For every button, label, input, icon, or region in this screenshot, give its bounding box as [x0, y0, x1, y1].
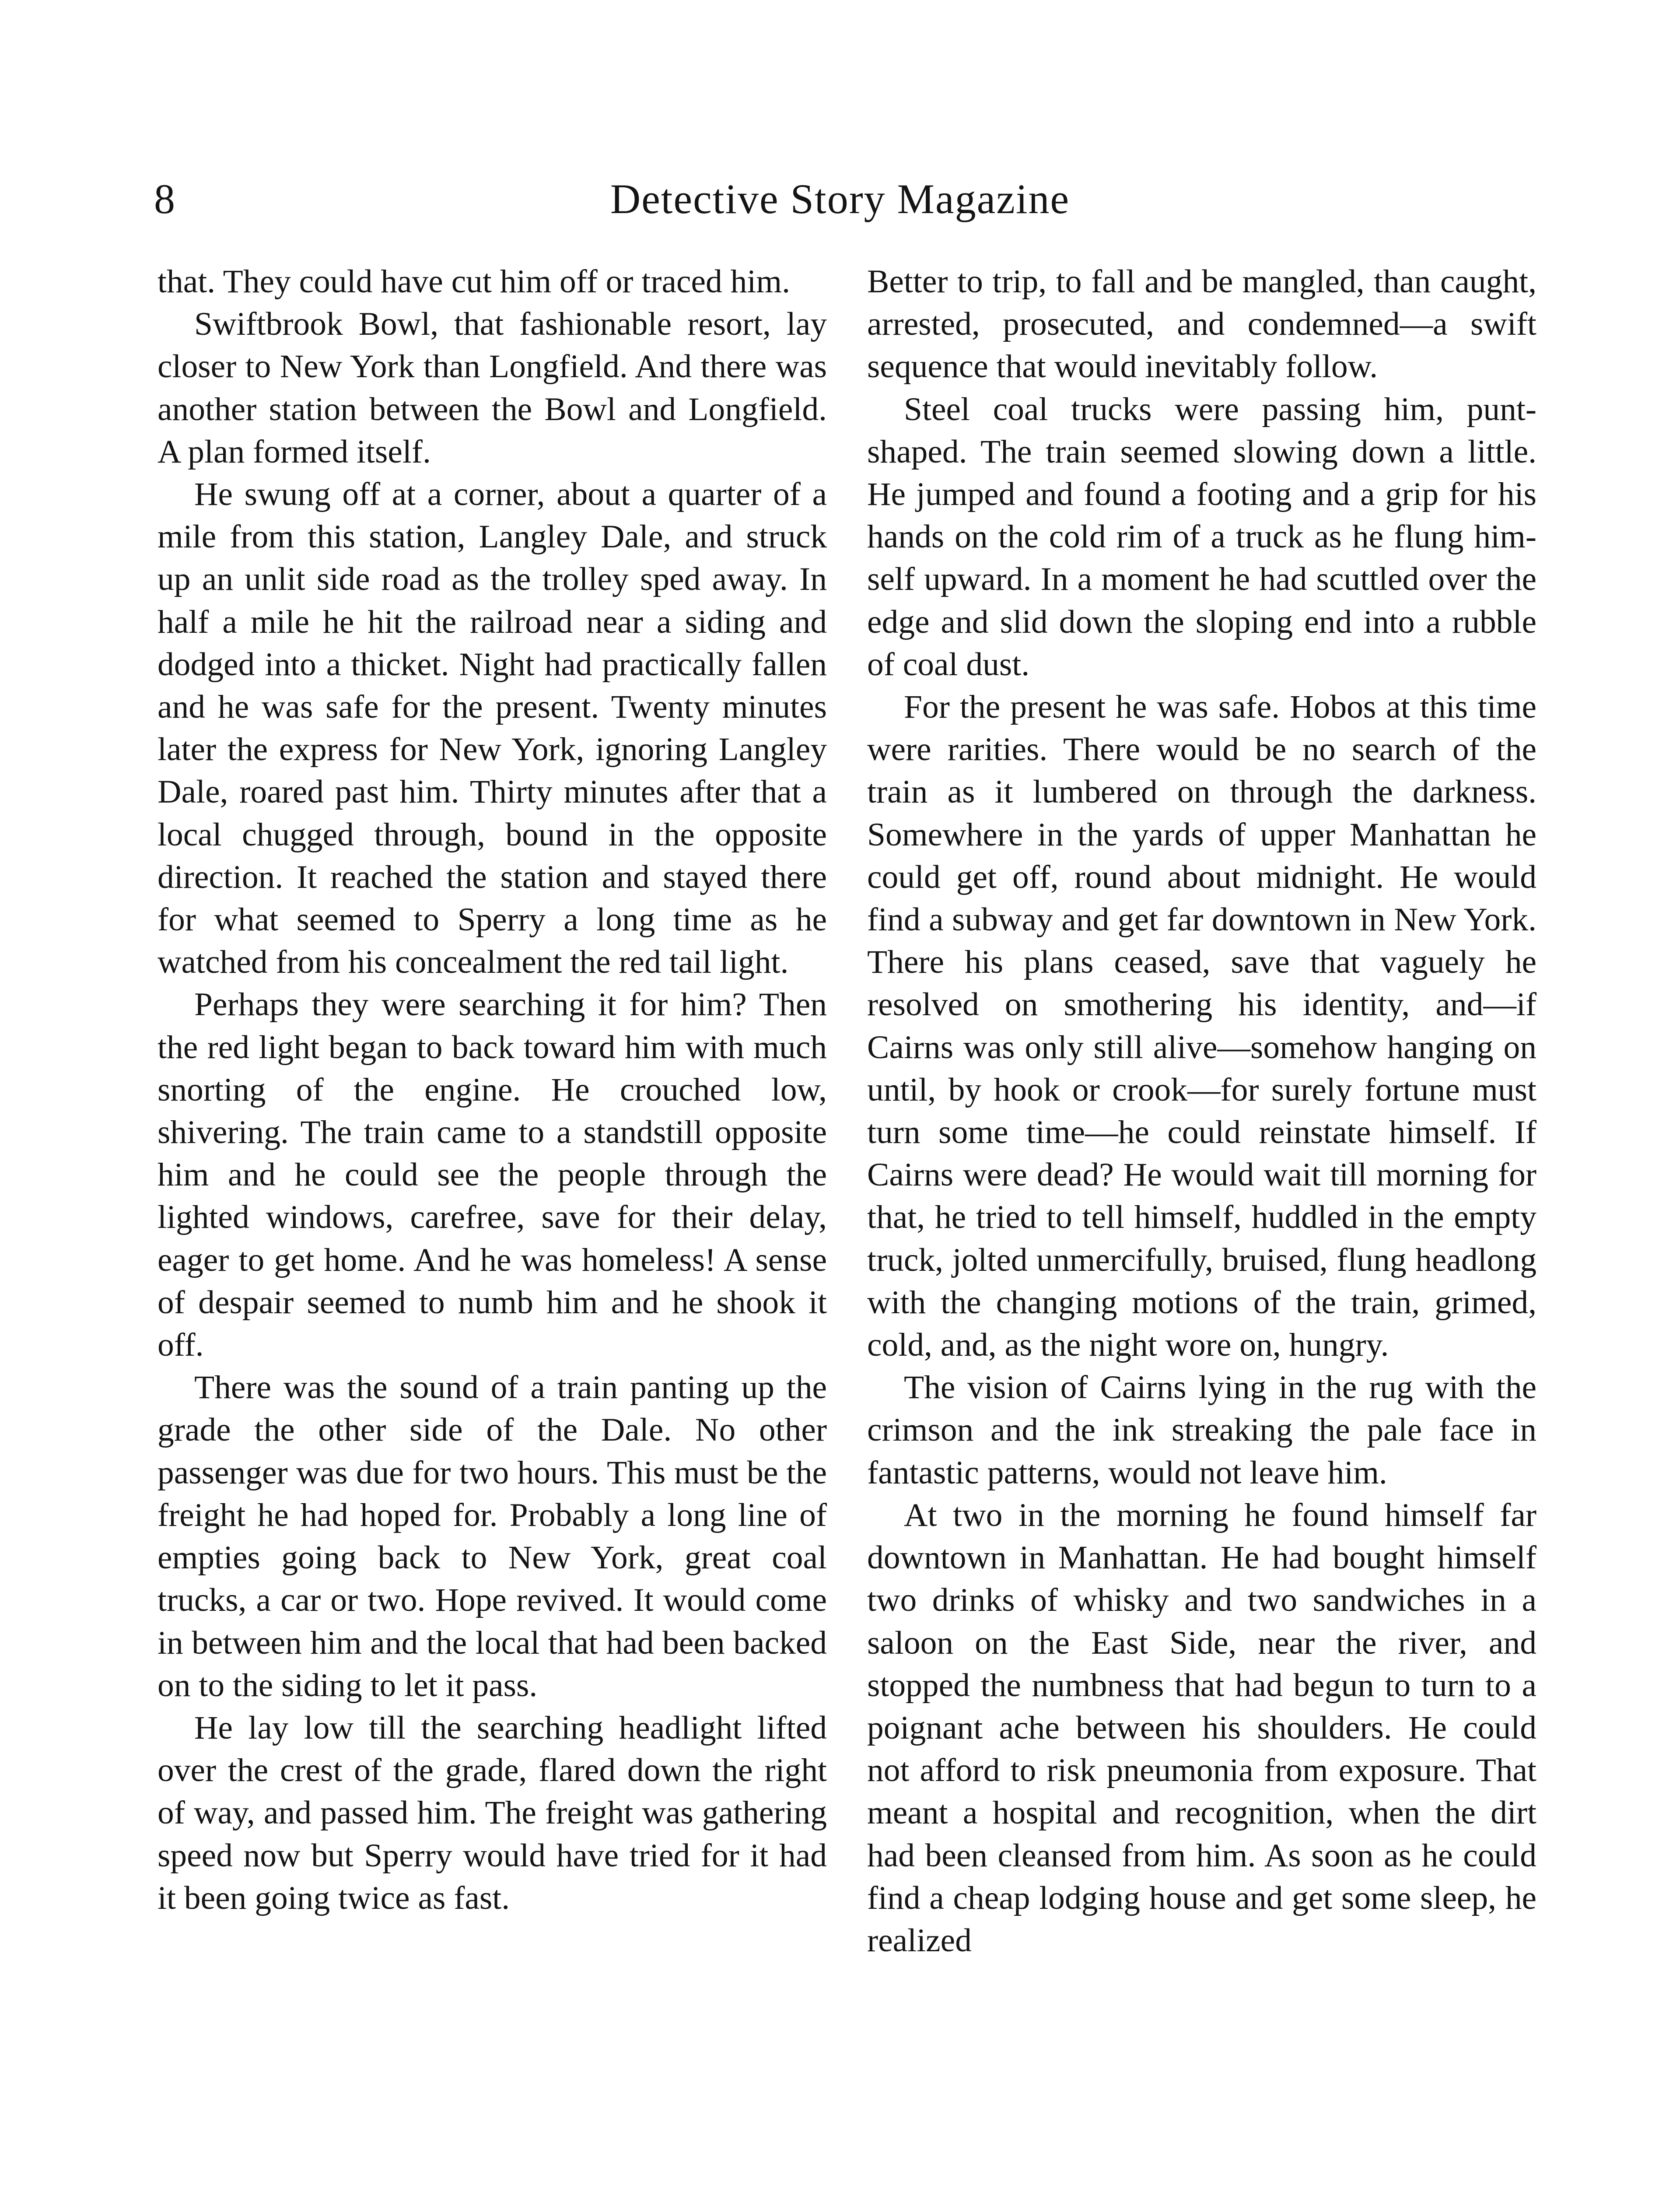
paragraph: The vision of Cairns lying in the rug with the crimson and the ink streaking the pale face in fantastic patterns, would not leave him.: [867, 1369, 1536, 1491]
paragraph: that. They could have cut him off or traced him.: [158, 263, 790, 300]
page-header: [0, 173, 1680, 225]
paragraph: Swiftbrook Bowl, that fashionable resort, lay closer to New York than Longfield. And there was another station between the Bowl and Longfield. A plan formed itself.: [158, 306, 827, 470]
left-column: [158, 260, 827, 1919]
paragraph: There was the sound of a train panting up the grade the other side of the Dale. No other passenger was due for two hours. This must be the freight he had hoped for. Probably a long line of empties going back to New York, great coal trucks, a car or two. Hope revived. It would come in between him and the local that had been backed on to the siding to let it pass.: [158, 1369, 827, 1704]
running-head-title: Detective Story Magazine: [610, 175, 1070, 222]
paragraph: For the present he was safe. Hobos at this time were rarities. There would be no search of the train as it lumbered on through the darkness. Somewhere in the yards of upper Manhattan he could get off, round about midnight. He would find a subway and get far downtown in New York. There his plans ceased, save that vaguely he resolved on smothering his identity, and—if Cairns was only still alive—somehow hanging on until, by hook or crook—for surely fortune must turn some time—he could reinstate himself. If Cairns were dead? He would wait till morning for that, he tried to tell himself, huddled in the empty truck, jolted unmercifully, bruised, flung headlong with the changing motions of the train, grimed, cold, and, as the night wore on, hungry.: [867, 689, 1536, 1364]
paragraph: Better to trip, to fall and be mangled, than caught, arrested, prosecuted, and condemned—a swift sequence that would inevitably follow.: [867, 263, 1536, 385]
paragraph: He lay low till the searching headlight lifted over the crest of the grade, flared down the right of way, and passed him. The freight was gathering speed now but Sperry would have tried for it had it been going twice as fast.: [158, 1709, 827, 1916]
page-number: 8: [154, 175, 175, 222]
paragraph: Steel coal trucks were passing him, punt-shaped. The train seemed slowing down a little. He jumped and found a footing and a grip for his hands on the cold rim of a truck as he flung himself upward. In a moment he had scuttled over the edge and slid down the sloping end into a rubble of coal dust.: [867, 391, 1536, 683]
paragraph: At two in the morning he found himself far downtown in Manhattan. He had bought himself two drinks of whisky and two sandwiches in a saloon on the East Side, near the river, and stopped the numbness that had begun to turn to a poignant ache between his shoulders. He could not afford to risk pneumonia from exposure. That meant a hospital and recognition, when the dirt had been cleansed from him. As soon as he could find a cheap lodging house and get some sleep, he realized: [867, 1497, 1536, 1959]
paragraph: Perhaps they were searching it for him? Then the red light began to back toward him with much snorting of the engine. He crouched low, shivering. The train came to a standstill opposite him and he could see the people through the lighted windows, carefree, save for their delay, eager to get home. And he was homeless! A sense of despair seemed to numb him and he shook it off.: [158, 986, 827, 1364]
paragraph: He swung off at a corner, about a quarter of a mile from this station, Langley Dale, and struck up an unlit side road as the trolley sped away. In half a mile he hit the railroad near a siding and dodged into a thicket. Night had practically fallen and he was safe for the present. Twenty minutes later the express for New York, ignoring Langley Dale, roared past him. Thirty minutes after that a local chugged through, bound in the opposite direction. It reached the station and stayed there for what seemed to Sperry a long time as he watched from his concealment the red tail light.: [158, 476, 827, 981]
right-column: [867, 260, 1536, 1962]
